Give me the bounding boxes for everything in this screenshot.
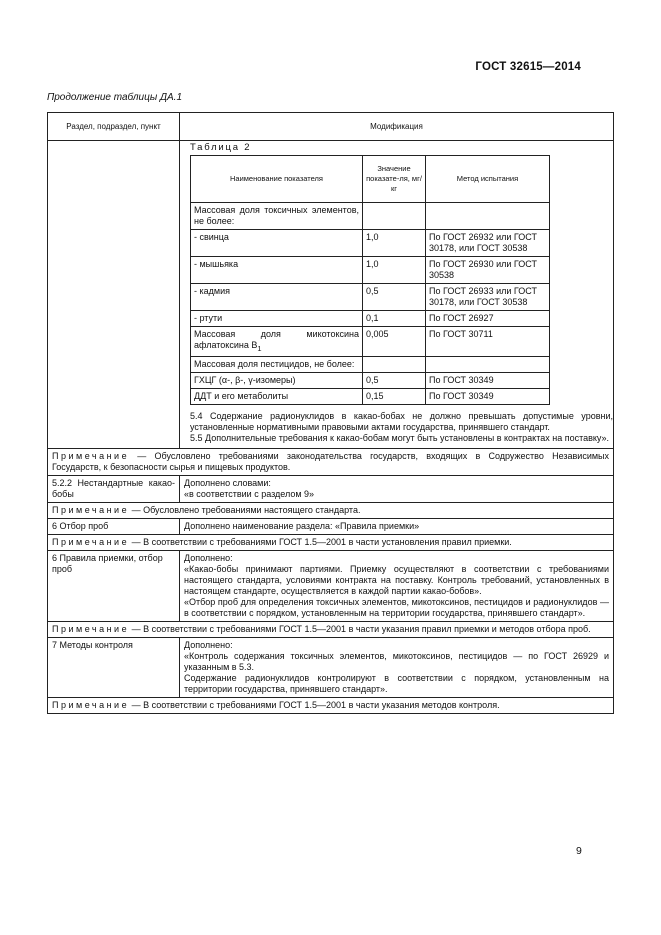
- modification-line: Содержание радионуклидов контролируют в соответствии с порядком, установленным на территории государства, принявшего стандарт».: [184, 672, 609, 694]
- test-method: По ГОСТ 30349: [426, 388, 550, 404]
- table2-row: [191, 372, 550, 388]
- note-row: [48, 448, 614, 475]
- test-method: По ГОСТ 30349: [426, 372, 550, 388]
- note-label: Примечание: [52, 536, 130, 547]
- indicator-value: 0,5: [363, 372, 426, 388]
- table-row: [48, 550, 614, 621]
- test-method: По ГОСТ 30711: [426, 327, 550, 357]
- modification-line: Дополнено:: [184, 639, 233, 650]
- indicator-name: Массовая доля пестицидов, не более:: [191, 356, 363, 372]
- modification-line: «в соответствии с разделом 9»: [184, 488, 315, 499]
- test-method: [426, 203, 550, 230]
- indicator-name: - свинца: [191, 230, 363, 257]
- table2-col-value: Значение показате-ля, мг/кг: [363, 156, 426, 203]
- note-row: [48, 502, 614, 518]
- modification-line: Дополнено словами:: [184, 477, 271, 488]
- note-row: [48, 534, 614, 550]
- modification-line: «Какао-бобы принимают партиями. Приемку осуществляют в соответствии с требованиями настоящего стандарта, условиями контракта на поставку. Контроль требований, установленных в настоящем стандарте, осуществляется в каждой партии какао-бобов».: [184, 563, 609, 596]
- indicator-value: 0,1: [363, 311, 426, 327]
- test-method: По ГОСТ 26927: [426, 311, 550, 327]
- indicator-value: 0,15: [363, 388, 426, 404]
- note-text: — В соответствии с требованиями ГОСТ 1.5—2001 в части указания правил приемки и методов отбора проб.: [129, 623, 591, 634]
- table2: [190, 155, 550, 405]
- indicator-value: 1,0: [363, 230, 426, 257]
- modification-table: [47, 112, 614, 714]
- note-label: Примечание: [52, 623, 130, 634]
- table-row: [48, 475, 614, 502]
- indicator-value: 0,5: [363, 284, 426, 311]
- table2-row: [191, 327, 550, 357]
- note-text: — Обусловлено требованиями настоящего стандарта.: [129, 504, 361, 515]
- note-row: [48, 621, 614, 637]
- indicator-name: [191, 327, 363, 357]
- clause-5-5: 5.5 Дополнительные требования к какао-бобам могут быть установлены в контрактах на поставку».: [190, 432, 610, 443]
- table2-row: [191, 257, 550, 284]
- modification-line: «Контроль содержания токсичных элементов, микотоксинов, пестицидов — по ГОСТ 26929 и указанным в 5.3.: [184, 650, 609, 672]
- table-caption: Продолжение таблицы ДА.1: [47, 92, 183, 103]
- indicator-name: - ртути: [191, 311, 363, 327]
- table2-row: [191, 311, 550, 327]
- note-label: Примечание: [52, 450, 130, 461]
- test-method: По ГОСТ 26933 или ГОСТ 30178, или ГОСТ 30538: [426, 284, 550, 311]
- col-header-modification: Модификация: [180, 113, 614, 141]
- indicator-name: - мышьяка: [191, 257, 363, 284]
- modification-cell: Дополнено наименование раздела: «Правила приемки»: [180, 518, 614, 534]
- note-label: Примечание: [52, 699, 130, 710]
- note-text: — В соответствии с требованиями ГОСТ 1.5—2001 в части указания методов контроля.: [129, 699, 500, 710]
- section-cell: 5.2.2 Нестандартные какао-бобы: [48, 475, 180, 502]
- indicator-value: 1,0: [363, 257, 426, 284]
- test-method: По ГОСТ 26932 или ГОСТ 30178, или ГОСТ 30538: [426, 230, 550, 257]
- indicator-value: [363, 203, 426, 230]
- indicator-value: [363, 356, 426, 372]
- section-cell: 6 Отбор проб: [48, 518, 180, 534]
- aflatoxin-subscript: 1: [257, 343, 262, 353]
- col-header-section: Раздел, подраздел, пункт: [48, 113, 180, 141]
- table2-row: [191, 284, 550, 311]
- table2-row: [191, 388, 550, 404]
- table-header-row: [48, 113, 614, 141]
- table2-row: [191, 203, 550, 230]
- clause-5-4: 5.4 Содержание радионуклидов в какао-бобах не должно превышать допустимые уровни, установленные нормативными правовыми актами государства, принявшего стандарт.: [190, 410, 613, 432]
- test-method: По ГОСТ 26930 или ГОСТ 30538: [426, 257, 550, 284]
- aflatoxin-label: Массовая доля микотоксина афлатоксина B: [194, 329, 359, 350]
- note-label: Примечание: [52, 504, 130, 515]
- table2-row: [191, 230, 550, 257]
- table-row: [48, 518, 614, 534]
- indicator-name: ДДТ и его метаболиты: [191, 388, 363, 404]
- indicator-name: ГХЦГ (α-, β-, γ-изомеры): [191, 372, 363, 388]
- table-row-table2: [48, 141, 614, 449]
- section-cell: 7 Методы контроля: [48, 637, 180, 697]
- note-text: — Обусловлено требованиями законодательства государств, входящих в Содружество Независимых Государств, к безопасности сырья и пищевых продуктов.: [52, 450, 609, 472]
- section-cell: 6 Правила приемки, отбор проб: [48, 550, 180, 621]
- indicator-value: 0,005: [363, 327, 426, 357]
- note-row: [48, 697, 614, 713]
- table2-row: [191, 356, 550, 372]
- document-code: ГОСТ 32615—2014: [475, 61, 581, 73]
- test-method: [426, 356, 550, 372]
- modification-line: «Отбор проб для определения токсичных элементов, микотоксинов, пестицидов и радионуклидов — в соответствии с порядком, установленным на территории государства, принявшего стандарт».: [184, 596, 609, 618]
- table2-title: Таблица 2: [190, 142, 252, 153]
- note-text: — В соответствии с требованиями ГОСТ 1.5—2001 в части установления правил приемки.: [129, 536, 512, 547]
- table2-header-row: [191, 156, 550, 203]
- table-row: [48, 637, 614, 697]
- table2-col-method: Метод испытания: [426, 156, 550, 203]
- page-number: 9: [576, 845, 582, 857]
- modification-line: Дополнено:: [184, 552, 233, 563]
- indicator-name: Массовая доля токсичных элементов, не более:: [191, 203, 363, 230]
- table2-col-name: Наименование показателя: [191, 156, 363, 203]
- indicator-name: - кадмия: [191, 284, 363, 311]
